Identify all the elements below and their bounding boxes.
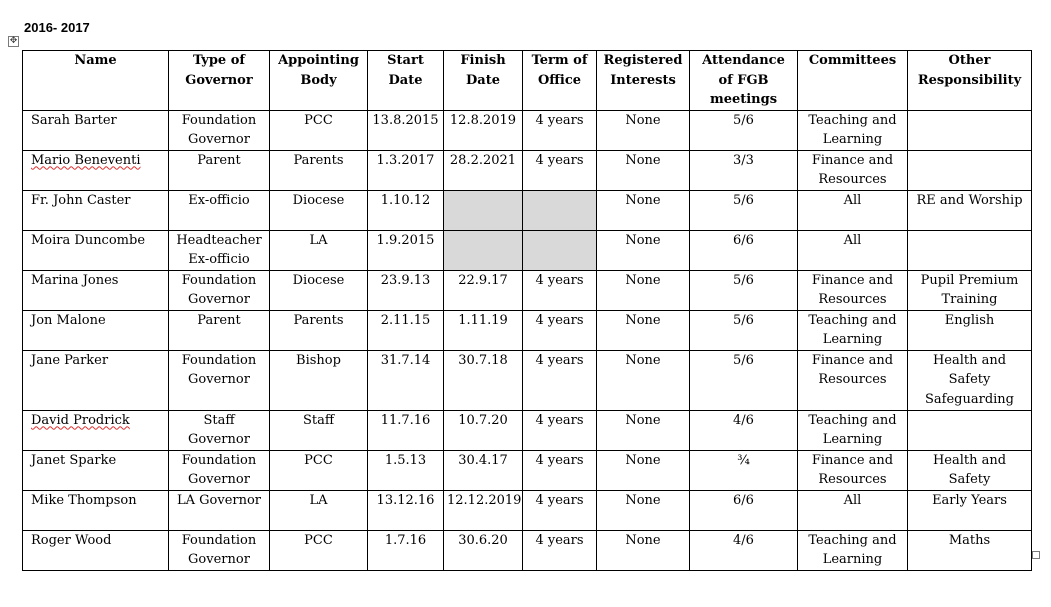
cell-registered-interests <box>597 490 690 530</box>
cell-attendance-text: 6/6 <box>733 492 754 508</box>
cell-finish-date <box>444 270 523 310</box>
cell-finish-date <box>444 150 523 190</box>
cell-other-responsibility <box>908 270 1032 310</box>
cell-term-of-office-text: 4 years <box>535 412 584 428</box>
cell-finish-date <box>444 110 523 150</box>
cell-finish-date-text: 30.6.20 <box>458 532 508 548</box>
cell-other-responsibility <box>908 310 1032 350</box>
cell-registered-interests <box>597 310 690 350</box>
cell-finish-date-text: 28.2.2021 <box>449 152 517 168</box>
cell-finish-date <box>444 450 523 490</box>
cell-term-of-office <box>523 530 597 570</box>
cell-name-text: Mario Beneventi <box>31 152 141 168</box>
cell-registered-interests-text: None <box>625 112 661 128</box>
cell-type-of-governor-text: Foundation Governor <box>181 272 257 307</box>
cell-name-text: Marina Jones <box>31 272 119 288</box>
cell-registered-interests-text: None <box>625 492 661 508</box>
cell-start-date-text: 2.11.15 <box>380 312 431 328</box>
cell-name <box>23 310 169 350</box>
cell-finish-date-text: 30.4.17 <box>458 452 508 468</box>
cell-registered-interests-text: None <box>625 152 661 168</box>
cell-other-responsibility <box>908 450 1032 490</box>
cell-attendance-text: 5/6 <box>733 272 754 288</box>
cell-term-of-office-text: 4 years <box>535 532 584 548</box>
cell-type-of-governor-text: Parent <box>197 312 241 328</box>
table-row <box>23 270 1032 310</box>
cell-start-date <box>368 310 444 350</box>
cell-finish-date <box>444 310 523 350</box>
cell-other-responsibility <box>908 410 1032 450</box>
cell-other-responsibility-text: Pupil Premium Training <box>920 272 1019 307</box>
cell-start-date <box>368 490 444 530</box>
cell-appointing-body <box>270 190 368 230</box>
cell-term-of-office <box>523 350 597 410</box>
cell-registered-interests-text: None <box>625 232 661 248</box>
cell-other-responsibility <box>908 490 1032 530</box>
cell-appointing-body <box>270 490 368 530</box>
cell-term-of-office <box>523 310 597 350</box>
cell-committees-text: Teaching and Learning <box>808 312 897 347</box>
cell-registered-interests <box>597 530 690 570</box>
cell-other-responsibility <box>908 230 1032 270</box>
cell-term-of-office-text: 4 years <box>535 452 584 468</box>
cell-attendance <box>690 350 798 410</box>
cell-other-responsibility-text: Early Years <box>932 492 1007 508</box>
cell-appointing-body <box>270 150 368 190</box>
cell-attendance <box>690 190 798 230</box>
cell-type-of-governor <box>169 490 270 530</box>
cell-start-date-text: 13.12.16 <box>376 492 435 508</box>
cell-appointing-body-text: PCC <box>304 452 333 468</box>
cell-attendance-text: 5/6 <box>733 312 754 328</box>
cell-type-of-governor-text: Ex-officio <box>188 192 250 208</box>
cell-type-of-governor <box>169 270 270 310</box>
cell-name-text: Jane Parker <box>31 352 109 368</box>
cell-term-of-office <box>523 150 597 190</box>
header-registered-interests: Registered Interests <box>597 51 690 111</box>
cell-start-date-text: 1.9.2015 <box>376 232 435 248</box>
cell-committees-text: All <box>843 232 862 248</box>
table-row <box>23 150 1032 190</box>
cell-finish-date <box>444 490 523 530</box>
cell-name <box>23 530 169 570</box>
cell-committees-text: Finance and Resources <box>811 152 894 187</box>
cell-appointing-body <box>270 450 368 490</box>
cell-term-of-office-text: 4 years <box>535 152 584 168</box>
cell-committees-text: Finance and Resources <box>811 272 894 307</box>
cell-other-responsibility-text: Health and Safety <box>932 452 1007 487</box>
cell-appointing-body <box>270 410 368 450</box>
cell-name-text: David Prodrick <box>31 412 130 428</box>
cell-name-text: Roger Wood <box>31 532 112 548</box>
cell-registered-interests <box>597 230 690 270</box>
cell-committees <box>798 410 908 450</box>
cell-type-of-governor <box>169 310 270 350</box>
cell-committees <box>798 270 908 310</box>
cell-type-of-governor <box>169 230 270 270</box>
cell-type-of-governor-text: Foundation Governor <box>181 112 257 147</box>
cell-attendance <box>690 230 798 270</box>
cell-term-of-office-text: 4 years <box>535 272 584 288</box>
cell-appointing-body <box>270 310 368 350</box>
cell-type-of-governor-text: Staff Governor <box>188 412 250 447</box>
cell-start-date <box>368 350 444 410</box>
cell-registered-interests-text: None <box>625 352 661 368</box>
cell-finish-date <box>444 530 523 570</box>
cell-start-date-text: 1.7.16 <box>384 532 427 548</box>
table-row <box>23 530 1032 570</box>
cell-finish-date-text: 30.7.18 <box>458 352 508 368</box>
cell-registered-interests <box>597 410 690 450</box>
cell-appointing-body <box>270 530 368 570</box>
header-committees: Committees <box>798 51 908 111</box>
cell-committees <box>798 350 908 410</box>
cell-type-of-governor <box>169 450 270 490</box>
header-attendance: Attendance of FGB meetings <box>690 51 798 111</box>
cell-start-date-text: 31.7.14 <box>380 352 431 368</box>
cell-term-of-office-text: 4 years <box>535 312 584 328</box>
cell-type-of-governor-text: Foundation Governor <box>181 452 257 487</box>
cell-type-of-governor <box>169 110 270 150</box>
cell-attendance <box>690 530 798 570</box>
cell-other-responsibility-text: Health and Safety Safeguarding <box>925 352 1014 407</box>
cell-finish-date-text: 12.8.2019 <box>449 112 517 128</box>
cell-appointing-body <box>270 270 368 310</box>
cell-committees <box>798 230 908 270</box>
cell-name <box>23 150 169 190</box>
header-appointing-body: Appointing Body <box>270 51 368 111</box>
cell-name <box>23 350 169 410</box>
cell-attendance <box>690 450 798 490</box>
cell-term-of-office <box>523 410 597 450</box>
cell-committees <box>798 110 908 150</box>
governors-table <box>22 50 1032 571</box>
cell-appointing-body-text: Diocese <box>292 192 345 208</box>
cell-start-date <box>368 410 444 450</box>
cell-appointing-body-text: Diocese <box>292 272 345 288</box>
cell-appointing-body-text: Staff <box>302 412 335 428</box>
cell-start-date <box>368 110 444 150</box>
cell-term-of-office <box>523 270 597 310</box>
cell-other-responsibility <box>908 190 1032 230</box>
cell-appointing-body <box>270 110 368 150</box>
cell-type-of-governor-text: Foundation Governor <box>181 352 257 387</box>
cell-other-responsibility-text: English <box>944 312 995 328</box>
table-row <box>23 110 1032 150</box>
cell-other-responsibility <box>908 350 1032 410</box>
cell-finish-date-text: 10.7.20 <box>458 412 508 428</box>
cell-attendance <box>690 150 798 190</box>
cell-start-date-text: 1.10.12 <box>380 192 431 208</box>
cell-appointing-body-text: PCC <box>304 112 333 128</box>
cell-attendance-text: 5/6 <box>733 352 754 368</box>
cell-committees <box>798 450 908 490</box>
table-resize-handle[interactable] <box>1032 551 1040 559</box>
cell-attendance-text: 4/6 <box>733 412 754 428</box>
cell-attendance <box>690 310 798 350</box>
cell-type-of-governor <box>169 150 270 190</box>
cell-term-of-office <box>523 450 597 490</box>
cell-type-of-governor-text: Headteacher Ex-officio <box>176 232 262 267</box>
cell-registered-interests <box>597 190 690 230</box>
cell-attendance-text: 5/6 <box>733 192 754 208</box>
cell-name <box>23 230 169 270</box>
cell-type-of-governor <box>169 410 270 450</box>
table-row <box>23 490 1032 530</box>
header-term-of-office: Term of Office <box>523 51 597 111</box>
cell-registered-interests-text: None <box>625 312 661 328</box>
cell-committees <box>798 490 908 530</box>
cell-attendance <box>690 410 798 450</box>
cell-finish-date-text: 12.12.2019 <box>447 492 522 508</box>
cell-committees <box>798 310 908 350</box>
cell-start-date <box>368 450 444 490</box>
cell-attendance-text: 6/6 <box>733 232 754 248</box>
cell-term-of-office <box>523 110 597 150</box>
cell-committees-text: Finance and Resources <box>811 452 894 487</box>
cell-finish-date-text: 22.9.17 <box>458 272 508 288</box>
cell-start-date-text: 1.5.13 <box>384 452 427 468</box>
cell-type-of-governor <box>169 350 270 410</box>
cell-term-of-office-text: 4 years <box>535 112 584 128</box>
cell-name <box>23 190 169 230</box>
cell-start-date-text: 23.9.13 <box>380 272 431 288</box>
header-start-date: Start Date <box>368 51 444 111</box>
cell-appointing-body <box>270 230 368 270</box>
cell-attendance <box>690 270 798 310</box>
cell-committees-text: All <box>843 192 862 208</box>
cell-registered-interests <box>597 450 690 490</box>
cell-type-of-governor-text: LA Governor <box>176 492 262 508</box>
cell-start-date <box>368 530 444 570</box>
cell-finish-date <box>444 350 523 410</box>
cell-name <box>23 450 169 490</box>
cell-attendance-text: 4/6 <box>733 532 754 548</box>
table-row <box>23 230 1032 270</box>
cell-name-text: Sarah Barter <box>31 112 117 128</box>
cell-appointing-body-text: LA <box>309 232 328 248</box>
cell-term-of-office-text: 4 years <box>535 352 584 368</box>
cell-term-of-office <box>523 190 597 230</box>
cell-name-text: Mike Thompson <box>31 492 137 508</box>
cell-appointing-body-text: PCC <box>304 532 333 548</box>
cell-start-date <box>368 150 444 190</box>
cell-registered-interests <box>597 150 690 190</box>
cell-registered-interests-text: None <box>625 452 661 468</box>
cell-type-of-governor <box>169 530 270 570</box>
table-row <box>23 450 1032 490</box>
table-row <box>23 350 1032 410</box>
cell-attendance-text: 5/6 <box>733 112 754 128</box>
cell-other-responsibility <box>908 150 1032 190</box>
cell-committees-text: All <box>843 492 862 508</box>
cell-finish-date-text: 1.11.19 <box>458 312 508 328</box>
cell-committees <box>798 150 908 190</box>
cell-committees <box>798 190 908 230</box>
cell-attendance-text: 3/3 <box>733 152 754 168</box>
table-row <box>23 410 1032 450</box>
cell-other-responsibility-text: Maths <box>948 532 991 548</box>
table-row <box>23 310 1032 350</box>
cell-registered-interests <box>597 350 690 410</box>
cell-start-date <box>368 270 444 310</box>
cell-attendance <box>690 490 798 530</box>
header-type-of-governor: Type of Governor <box>169 51 270 111</box>
cell-registered-interests-text: None <box>625 192 661 208</box>
cell-start-date <box>368 190 444 230</box>
cell-term-of-office <box>523 490 597 530</box>
cell-type-of-governor-text: Parent <box>197 152 241 168</box>
cell-name-text: Moira Duncombe <box>31 232 146 248</box>
cell-committees-text: Teaching and Learning <box>808 532 897 567</box>
cell-registered-interests <box>597 110 690 150</box>
cell-name <box>23 110 169 150</box>
document-title: 2016- 2017 <box>24 20 90 35</box>
header-finish-date: Finish Date <box>444 51 523 111</box>
cell-finish-date <box>444 230 523 270</box>
cell-attendance-text: ¾ <box>737 452 750 468</box>
cell-name-text: Jon Malone <box>31 312 106 328</box>
cell-registered-interests-text: None <box>625 532 661 548</box>
cell-committees-text: Teaching and Learning <box>808 412 897 447</box>
cell-start-date-text: 13.8.2015 <box>372 112 439 128</box>
cell-type-of-governor <box>169 190 270 230</box>
cell-registered-interests <box>597 270 690 310</box>
cell-start-date-text: 11.7.16 <box>380 412 431 428</box>
cell-name <box>23 270 169 310</box>
table-row <box>23 190 1032 230</box>
cell-registered-interests-text: None <box>625 272 661 288</box>
cell-appointing-body-text: Bishop <box>296 352 341 368</box>
table-move-handle-icon[interactable]: ✥ <box>9 36 18 46</box>
cell-committees <box>798 530 908 570</box>
cell-other-responsibility-text: RE and Worship <box>916 192 1023 208</box>
cell-name <box>23 490 169 530</box>
header-other-responsibility: Other Responsibility <box>908 51 1032 111</box>
cell-committees-text: Teaching and Learning <box>808 112 897 147</box>
table-header-row <box>23 51 1032 111</box>
cell-name-text: Fr. John Caster <box>31 192 131 208</box>
cell-committees-text: Finance and Resources <box>811 352 894 387</box>
cell-other-responsibility <box>908 110 1032 150</box>
cell-start-date-text: 1.3.2017 <box>376 152 435 168</box>
cell-start-date <box>368 230 444 270</box>
header-name: Name <box>23 51 169 111</box>
cell-finish-date <box>444 190 523 230</box>
cell-type-of-governor-text: Foundation Governor <box>181 532 257 567</box>
cell-appointing-body-text: LA <box>309 492 328 508</box>
cell-appointing-body <box>270 350 368 410</box>
cell-finish-date <box>444 410 523 450</box>
cell-name-text: Janet Sparke <box>31 452 117 468</box>
cell-appointing-body-text: Parents <box>293 152 344 168</box>
cell-appointing-body-text: Parents <box>293 312 344 328</box>
cell-other-responsibility <box>908 530 1032 570</box>
cell-term-of-office <box>523 230 597 270</box>
cell-term-of-office-text: 4 years <box>535 492 584 508</box>
cell-attendance <box>690 110 798 150</box>
cell-name <box>23 410 169 450</box>
cell-registered-interests-text: None <box>625 412 661 428</box>
